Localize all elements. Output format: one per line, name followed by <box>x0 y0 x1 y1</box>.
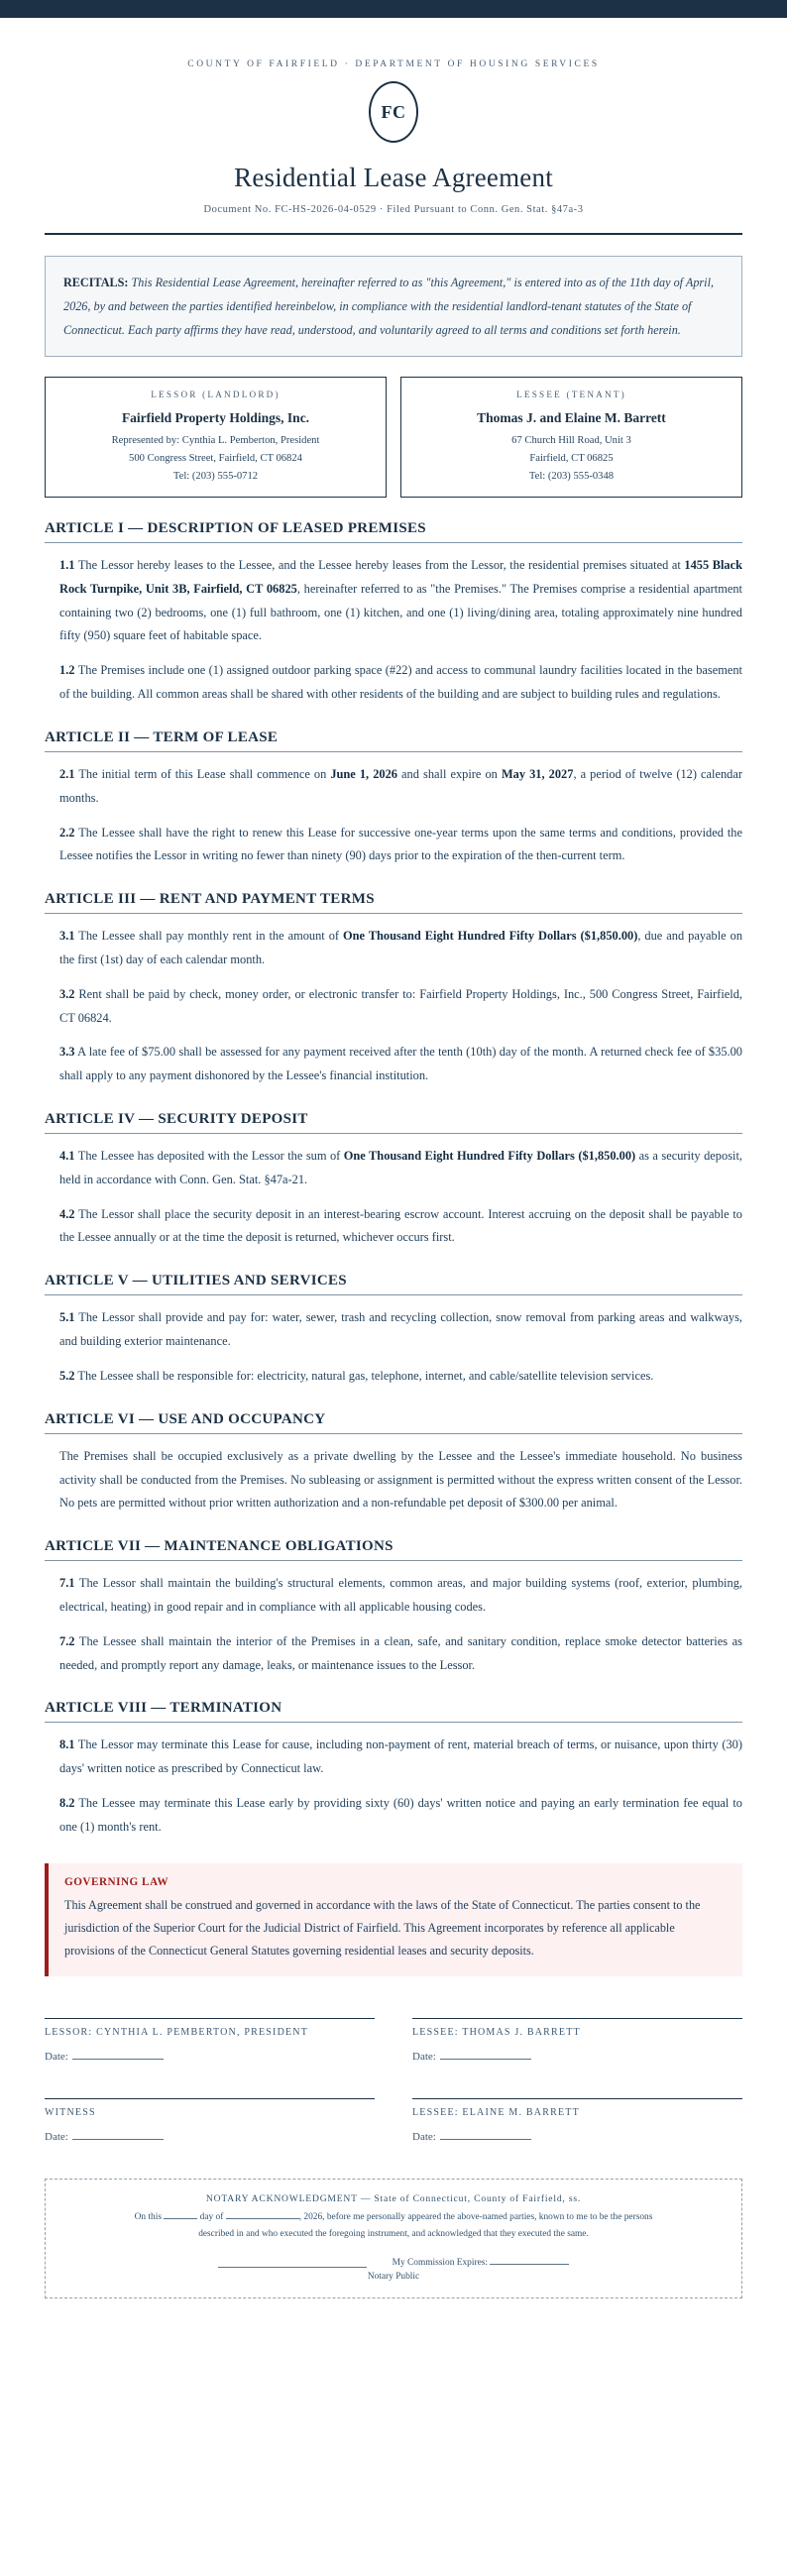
lessor-phone: Tel: (203) 555-0712 <box>172 471 259 483</box>
article-underline <box>45 1133 742 1134</box>
clause-text: The Lessee shall maintain the interior of the Premises in a clean, safe, and sanitary condition, replace smoke detector batteries as needed, and promptly report any damage, leaks, or maintenance issues to the Lessor. <box>59 1633 742 1672</box>
clause-emphasis: May 31, 2027 <box>501 766 574 781</box>
clause-number: 1.2 <box>59 663 75 678</box>
signature-label: LESSEE: ELAINE M. BARRETT <box>412 2107 580 2119</box>
articles-container <box>45 520 742 1840</box>
governing-law-callout <box>45 1863 742 1977</box>
clause-emphasis: One Thousand Eight Hundred Fifty Dollars ($1,850.00) <box>343 1149 636 1164</box>
notary-line-a-post: , 2026, before me personally appeared the above-named parties, known to me to be the persons <box>298 2212 653 2223</box>
county-seal-icon: FC <box>369 81 418 143</box>
lessor-role-label: LESSOR (LANDLORD) <box>151 390 281 400</box>
signature-label: LESSOR: CYNTHIA L. PEMBERTON, PRESIDENT <box>45 2027 309 2039</box>
article-underline <box>45 1294 742 1295</box>
seal-container <box>45 81 742 143</box>
notary-public-label: Notary Public <box>367 2272 420 2283</box>
notary-month-blank[interactable] <box>226 2218 299 2219</box>
clause-paragraph <box>59 1306 742 1354</box>
clause-paragraph <box>59 659 742 707</box>
clause-text: The Premises include one (1) assigned outdoor parking space (#22) and access to communal laundry facilities located in the basement of the building. All common areas shall be shared with other residents of the building and are subject to building rules and regulations. <box>59 663 742 702</box>
signature-date-field[interactable] <box>412 2131 742 2143</box>
article-section <box>45 1111 742 1250</box>
signature-block-lessee-thomas <box>412 2018 742 2063</box>
clause-number: 4.2 <box>59 1206 75 1221</box>
parties-row <box>45 377 742 498</box>
clause-text: The Premises shall be occupied exclusively as a private dwelling by the Lessee and the Lessee's immediate household. No business activity shall be conducted from the Premises. No subleasing or assignment is permitted without the express written consent of the Lessor. No pets are permitted without prior written authorization and a non-refundable pet deposit of $300.00 per animal. <box>59 1448 742 1511</box>
clause-number: 7.2 <box>59 1633 75 1648</box>
article-underline <box>45 542 742 543</box>
lessee-address-line1: 67 Church Hill Road, Unit 3 <box>511 435 631 447</box>
notary-body <box>63 2209 724 2242</box>
clause-text: The Lessee shall be responsible for: electricity, natural gas, telephone, internet, and cable/satellite television services. <box>77 1368 654 1383</box>
article-heading: ARTICLE VI — USE AND OCCUPANCY <box>45 1410 326 1427</box>
clause-text: Rent shall be paid by check, money order, or electronic transfer to: Fairfield Property Holdings, Inc., 500 Congress Street, Fairfield, CT 06824. <box>59 986 742 1025</box>
date-blank[interactable] <box>440 2059 531 2060</box>
clause-text: The Lessee shall have the right to renew this Lease for successive one-year terms upon the same terms and conditions, provided the Lessee notifies the Lessor in writing no fewer than ninety (90) days prior to the expiration of the then-current term. <box>59 825 743 863</box>
clause-text: The Lessee has deposited with the Lessor the sum of <box>77 1149 344 1164</box>
recitals-label: RECITALS: <box>63 276 129 289</box>
clause-number: 5.2 <box>59 1368 75 1383</box>
clause-text: The Lessor may terminate this Lease for cause, including non-payment of rent, material breach of terms, or nuisance, upon thirty (30) days' written notice as prescribed by Connecticut law. <box>59 1737 743 1776</box>
article-underline <box>45 1722 742 1723</box>
clause-number: 2.2 <box>59 825 75 840</box>
lessor-name: Fairfield Property Holdings, Inc. <box>121 410 310 426</box>
date-blank[interactable] <box>440 2139 531 2140</box>
clause-text: The Lessee may terminate this Lease early by providing sixty (60) days' written notice and paying an early termination fee equal to one (1) month's rent. <box>59 1796 742 1834</box>
signature-line[interactable] <box>45 2098 375 2099</box>
article-heading: ARTICLE II — TERM OF LEASE <box>45 728 279 745</box>
clause-paragraph <box>59 822 742 869</box>
clause-text: , a period of twelve (12) calendar months. <box>59 766 742 805</box>
article-section <box>45 1273 742 1388</box>
article-section <box>45 1538 742 1677</box>
article-heading: ARTICLE VII — MAINTENANCE OBLIGATIONS <box>45 1538 394 1555</box>
article-underline <box>45 1433 742 1434</box>
masthead-divider <box>45 233 742 235</box>
lessor-address: 500 Congress Street, Fairfield, CT 06824 <box>129 453 302 465</box>
article-section <box>45 891 742 1088</box>
article-section <box>45 729 742 868</box>
signature-block-lessee-elaine <box>412 2098 742 2143</box>
article-section <box>45 1411 742 1515</box>
article-underline <box>45 913 742 914</box>
signature-line[interactable] <box>45 2018 375 2019</box>
clause-text: , due and payable on the first (1st) day of each calendar month. <box>59 929 743 966</box>
document-number-line: Document No. FC-HS-2026-04-0529 · Filed Pursuant to Conn. Gen. Stat. §47a-3 <box>203 204 584 215</box>
clause-emphasis: One Thousand Eight Hundred Fifty Dollars ($1,850.00) <box>343 929 638 944</box>
lessor-representative: Represented by: Cynthia L. Pemberton, President <box>111 435 320 447</box>
lessee-party-box <box>400 377 742 498</box>
notary-commission-group <box>393 2258 570 2268</box>
date-label: Date: <box>412 2131 436 2144</box>
lessor-party-box <box>45 377 387 498</box>
clause-paragraph <box>59 1792 742 1840</box>
notary-line-a-mid: day of <box>199 2212 224 2223</box>
clause-number: 1.1 <box>59 558 75 573</box>
clause-number: 4.1 <box>59 1149 75 1164</box>
document-sheet <box>0 59 787 2298</box>
notary-signature-row <box>63 2258 724 2268</box>
recitals-box <box>45 256 742 357</box>
date-label: Date: <box>412 2051 436 2064</box>
clause-paragraph <box>59 1203 742 1251</box>
clause-number: 5.1 <box>59 1310 75 1325</box>
clause-paragraph <box>59 1041 742 1088</box>
clause-text: The Lessee shall pay monthly rent in the amount of <box>78 929 343 944</box>
clause-number: 2.1 <box>59 766 75 781</box>
article-heading: ARTICLE III — RENT AND PAYMENT TERMS <box>45 891 375 908</box>
clause-paragraph <box>59 925 742 972</box>
clause-paragraph <box>59 1572 742 1620</box>
lessee-name: Thomas J. and Elaine M. Barrett <box>477 410 666 426</box>
article-heading: ARTICLE IV — SECURITY DEPOSIT <box>45 1111 308 1128</box>
governing-law-body: This Agreement shall be construed and governed in accordance with the laws of the State of Connecticut. The parties consent to the jurisdiction of the Superior Court for the Judicial District of Fairfield. This Agreement incorporates by reference all applicable provisions of the Connecticut General Statutes governing residential leases and security deposits. <box>64 1897 701 1958</box>
lessee-role-label: LESSEE (TENANT) <box>516 390 626 400</box>
clause-paragraph <box>59 1734 742 1781</box>
page-top-accent-bar <box>0 0 787 18</box>
signature-label: LESSEE: THOMAS J. BARRETT <box>412 2027 581 2039</box>
notary-signature-blank[interactable] <box>218 2258 367 2268</box>
article-heading: ARTICLE VIII — TERMINATION <box>45 1700 282 1717</box>
signature-date-field[interactable] <box>412 2051 742 2063</box>
article-section <box>45 1700 742 1839</box>
notary-acknowledgment-box <box>45 2179 742 2298</box>
clause-paragraph <box>59 763 742 811</box>
clause-number: 8.1 <box>59 1737 75 1752</box>
page-title: Residential Lease Agreement <box>234 163 553 192</box>
notary-commission-blank[interactable] <box>490 2264 569 2265</box>
clause-text: The initial term of this Lease shall commence on <box>78 766 331 781</box>
clause-text: The Lessor shall provide and pay for: water, sewer, trash and recycling collection, snow removal from parking areas and walkways, and building exterior maintenance. <box>59 1310 743 1349</box>
recitals-text: This Residential Lease Agreement, hereinafter referred to as "this Agreement," is entered into as of the 11th day of April, 2026, by and between the parties identified hereinbelow, in compliance with the residential landlord-tenant statutes of the State of Connecticut. Each party affirms they have read, understood, and voluntarily agreed to all terms and conditions set forth herein. <box>63 276 714 337</box>
signature-label: WITNESS <box>45 2107 96 2119</box>
signature-block-witness <box>45 2098 375 2143</box>
article-underline <box>45 751 742 752</box>
date-blank[interactable] <box>72 2059 164 2060</box>
date-label: Date: <box>45 2051 68 2064</box>
lessee-address-line2: Fairfield, CT 06825 <box>529 453 614 465</box>
clause-paragraph <box>59 983 742 1031</box>
signature-row-1 <box>45 2018 742 2063</box>
clause-number: 7.1 <box>59 1576 75 1591</box>
clause-paragraph <box>59 1630 742 1678</box>
article-underline <box>45 1560 742 1561</box>
clause-paragraph <box>59 1445 742 1515</box>
clause-number: 3.3 <box>59 1045 75 1060</box>
clause-number: 3.1 <box>59 929 75 944</box>
notary-line-b: described in and who executed the foregoing instrument, and acknowledged that they executed the same. <box>198 2228 589 2239</box>
date-label: Date: <box>45 2131 68 2144</box>
governing-law-title: GOVERNING LAW <box>64 1875 169 1888</box>
clause-text: A late fee of $75.00 shall be assessed for any payment received after the tenth (10th) day of the month. A returned check fee of $35.00 shall apply to any payment dishonored by the Lessee's financial institution. <box>59 1045 742 1083</box>
signature-line[interactable] <box>412 2098 742 2099</box>
clause-number: 3.2 <box>59 986 75 1001</box>
clause-emphasis: June 1, 2026 <box>330 766 397 781</box>
clause-text: and shall expire on <box>397 766 502 781</box>
clause-text: The Lessor shall maintain the building's structural elements, common areas, and major building systems (roof, exterior, plumbing, electrical, heating) in good repair and in compliance with all applicable housing codes. <box>59 1576 742 1614</box>
clause-text: The Lessor hereby leases to the Lessee, and the Lessee hereby leases from the Lessor, the residential premises situated at <box>77 558 685 573</box>
agency-header-line: COUNTY OF FAIRFIELD · DEPARTMENT OF HOUSING SERVICES <box>187 59 600 69</box>
article-heading: ARTICLE V — UTILITIES AND SERVICES <box>45 1273 347 1289</box>
lessee-phone: Tel: (203) 555-0348 <box>528 471 615 483</box>
signature-row-2 <box>45 2098 742 2143</box>
article-section <box>45 520 742 707</box>
signature-date-field[interactable] <box>45 2131 375 2143</box>
notary-heading: NOTARY ACKNOWLEDGMENT — State of Connecticut, County of Fairfield, ss. <box>205 2193 582 2205</box>
clause-paragraph <box>59 554 742 648</box>
article-heading: ARTICLE I — DESCRIPTION OF LEASED PREMISES <box>45 520 426 537</box>
clause-number: 8.2 <box>59 1796 75 1811</box>
clause-text: , hereinafter referred to as "the Premises." The Premises comprise a residential apartment containing two (2) bedrooms, one (1) full bathroom, one (1) kitchen, and one (1) living/dining area, totaling approximately nine hundred fifty (950) square feet of habitable space. <box>59 581 743 643</box>
signature-block-lessor <box>45 2018 375 2063</box>
clause-emphasis: 1455 Black Rock Turnpike, Unit 3B, Fairfield, CT 06825 <box>59 558 743 596</box>
notary-commission-label: My Commission Expires: <box>392 2258 488 2269</box>
clause-paragraph <box>59 1145 742 1192</box>
clause-text: as a security deposit, held in accordance with Conn. Gen. Stat. §47a-21. <box>59 1149 742 1186</box>
signature-date-field[interactable] <box>45 2051 375 2063</box>
clause-paragraph <box>59 1365 742 1389</box>
notary-line-a-pre: On this <box>134 2212 162 2223</box>
date-blank[interactable] <box>72 2139 164 2140</box>
notary-day-blank[interactable] <box>164 2218 197 2219</box>
signature-line[interactable] <box>412 2018 742 2019</box>
clause-text: The Lessor shall place the security deposit in an interest-bearing escrow account. Interest accruing on the deposit shall be payable to the Lessee annually or at the time the deposit is returned, whichever occurs first. <box>59 1206 743 1245</box>
